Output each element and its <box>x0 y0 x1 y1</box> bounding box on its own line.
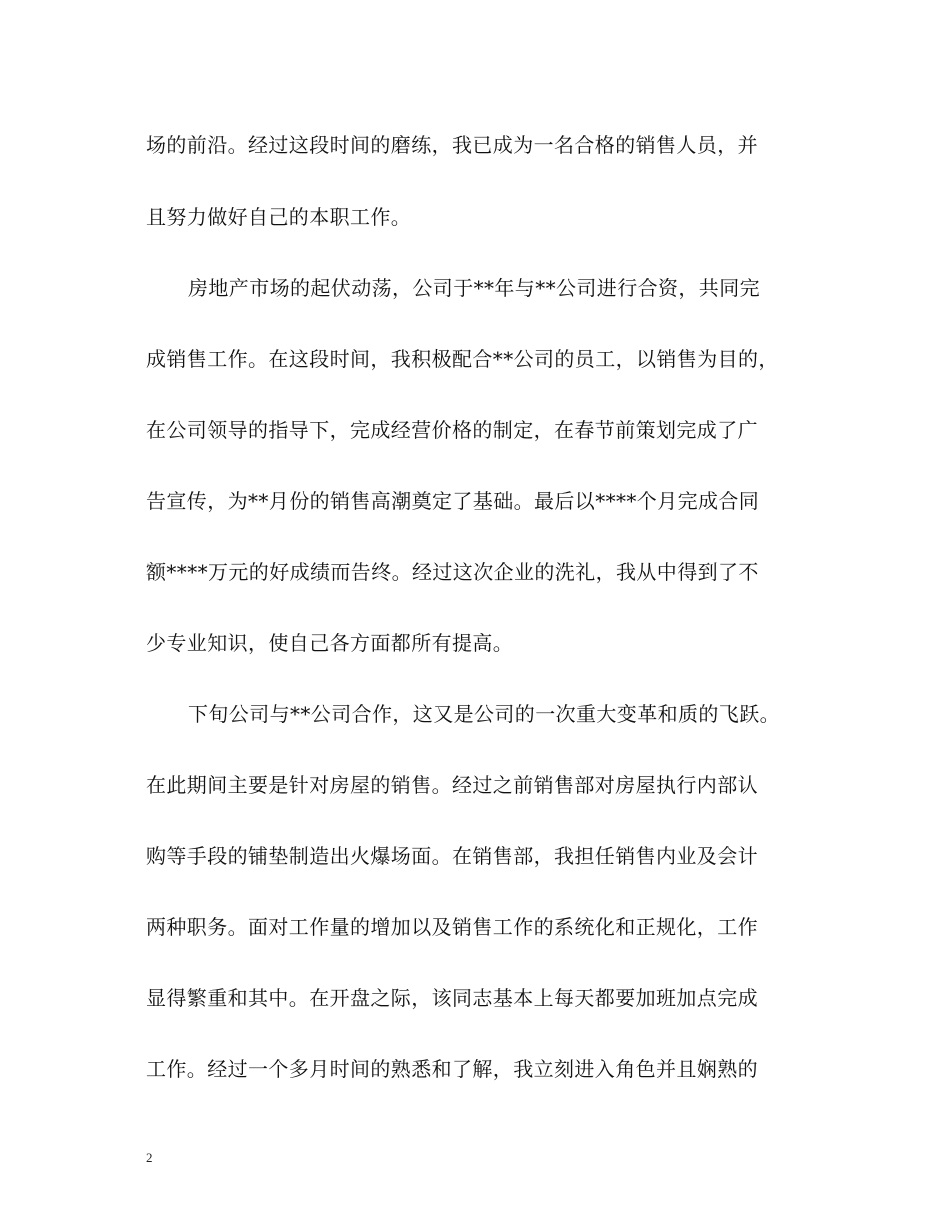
text-line-1: 场的前沿。经过这段时间的磨练，我已成为一名合格的销售人员，并 <box>146 133 758 157</box>
text-line-8: 少专业知识，使自己各方面都所有提高。 <box>146 631 514 655</box>
text-line-13: 显得繁重和其中。在开盘之际，该同志基本上每天都要加班加点完成 <box>146 986 758 1010</box>
text-line-9: 下旬公司与**公司合作，这又是公司的一次重大变革和质的飞跃。 <box>188 702 780 726</box>
text-line-6: 告宣传，为**月份的销售高潮奠定了基础。最后以****个月完成合同 <box>146 489 760 513</box>
text-line-10: 在此期间主要是针对房屋的销售。经过之前销售部对房屋执行内部认 <box>146 773 758 797</box>
text-line-11: 购等手段的铺垫制造出火爆场面。在销售部，我担任销售内业及会计 <box>146 844 758 868</box>
text-line-14: 工作。经过一个多月时间的熟悉和了解，我立刻进入角色并且娴熟的 <box>146 1057 758 1081</box>
page-number: 2 <box>146 1150 153 1165</box>
text-line-12: 两种职务。面对工作量的增加以及销售工作的系统化和正规化，工作 <box>146 915 758 939</box>
text-line-3: 房地产市场的起伏动荡，公司于**年与**公司进行合资，共同完 <box>188 276 760 300</box>
text-line-2: 且努力做好自己的本职工作。 <box>146 205 412 229</box>
text-line-4: 成销售工作。在这段时间，我积极配合**公司的员工，以销售为目的， <box>146 347 779 371</box>
text-line-5: 在公司领导的指导下，完成经营价格的制定，在春节前策划完成了广 <box>146 418 758 442</box>
text-line-7: 额****万元的好成绩而告终。经过这次企业的洗礼，我从中得到了不 <box>146 560 759 584</box>
